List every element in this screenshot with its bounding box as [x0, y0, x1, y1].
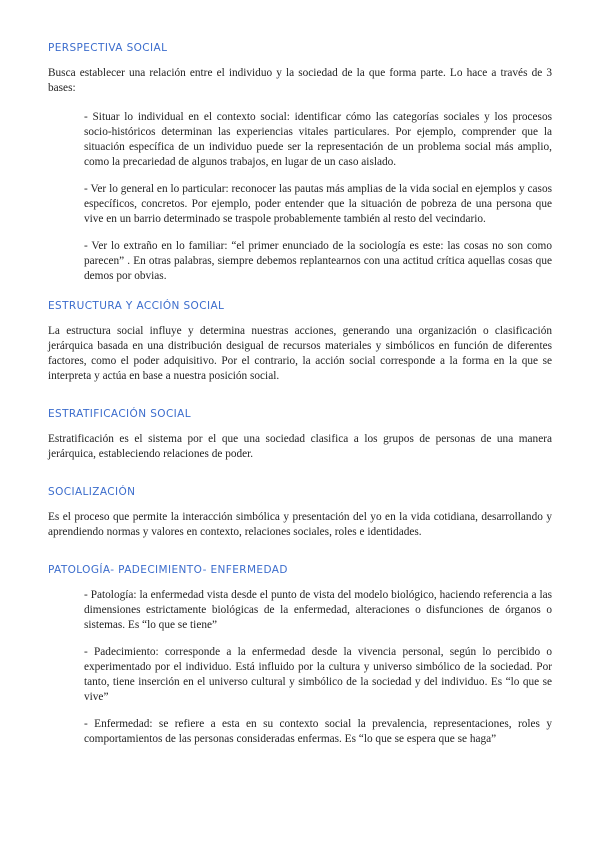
bullet-list [84, 110, 552, 284]
list-item: - Enfermedad: se refiere a esta en su contexto social la prevalencia, representaciones, roles y comportamientos de las personas consideradas enfermas. Es “lo que se espera que se haga” [84, 718, 552, 745]
section-estructura-accion-social [48, 300, 552, 384]
list-item: - Ver lo general en lo particular: reconocer las pautas más amplias de la vida social en ejemplos y casos específicos, concretos. Por ejemplo, poder entender que la situación de pobreza de una persona que vive en un barrio determinado se traspole probablemente también al resto del vecindario. [84, 183, 552, 225]
section-heading: PATOLOGÍA- PADECIMIENTO- ENFERMEDAD [48, 564, 288, 576]
section-heading: PERSPECTIVA SOCIAL [48, 42, 168, 54]
section-body: Es el proceso que permite la interacción simbólica y presentación del yo en la vida cotidiana, desarrollando y aprendiendo normas y valores en contexto, relaciones sociales, roles e identidades. [48, 511, 552, 538]
section-heading: SOCIALIZACIÓN [48, 486, 136, 498]
section-body: Estratificación es el sistema por el que una sociedad clasifica a los grupos de personas de una manera jerárquica, estableciendo relaciones de poder. [48, 433, 552, 460]
section-socializacion [48, 486, 552, 540]
section-estratificacion-social [48, 408, 552, 462]
bullet-list [84, 588, 552, 747]
section-heading: ESTRUCTURA Y ACCIÓN SOCIAL [48, 300, 225, 312]
section-perspectiva-social [48, 42, 552, 284]
list-item: - Patología: la enfermedad vista desde el punto de vista del modelo biológico, haciendo referencia a las dimensiones estrictamente biológicas de la enfermedad, alteraciones o disfunciones de órganos o sistemas. Es “lo que se tiene” [84, 589, 552, 631]
list-item: - Padecimiento: corresponde a la enfermedad desde la vivencia personal, según lo percibido o experimentado por el individuo. Está influido por la cultura y universo simbólico de la sociedad. Por tanto, tiene inserción en el universo cultural y simbólico de la sociedad y del individuo. Es “lo que se vive” [84, 646, 552, 703]
list-item: - Ver lo extraño en lo familiar: “el primer enunciado de la sociología es este: las cosas no son como parecen” . En otras palabras, siempre debemos replantearnos con una actitud crítica aquellas cosas que demos por obvias. [84, 240, 552, 282]
section-patologia-padecimiento-enfermedad [48, 564, 552, 747]
section-intro: Busca establecer una relación entre el individuo y la sociedad de la que forma parte. Lo hace a través de 3 bases: [48, 67, 552, 94]
section-body: La estructura social influye y determina nuestras acciones, generando una organización o clasificación jerárquica basada en una distribución desigual de recursos materiales y simbólicos en función de diferentes factores, como el poder adquisitivo. Por el contrario, la acción social corresponde a la forma en la que se interpreta y actúa en base a nuestra posición social. [48, 325, 552, 382]
section-heading: ESTRATIFICACIÓN SOCIAL [48, 408, 192, 420]
list-item: - Situar lo individual en el contexto social: identificar cómo las categorías sociales y los procesos socio-históricos determinan las experiencias vitales particulares. Por ejemplo, comprender que la situación específica de un individuo puede ser la representación de un problema social más amplio, como la precariedad de algunos trabajos, en lugar de un caso aislado. [84, 111, 552, 168]
